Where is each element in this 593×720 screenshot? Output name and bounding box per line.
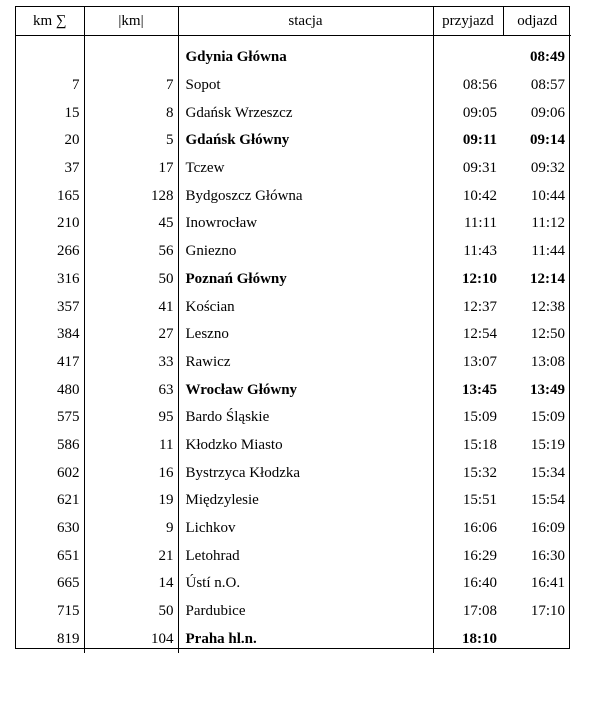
arrival-cell: 11:43 — [463, 243, 497, 260]
km-section-cell: 5 — [84, 127, 178, 155]
km-total-cell: 15 — [16, 99, 84, 127]
station-cell: Pardubice — [178, 598, 433, 626]
departure-cell: 12:50 — [530, 326, 565, 343]
km-total-cell: 417 — [16, 349, 84, 377]
km-section-cell: 27 — [84, 321, 178, 349]
arrival-cell: 12:10 — [462, 270, 497, 287]
km-total-cell: 819 — [16, 625, 84, 653]
table-row — [16, 570, 571, 598]
arrival-cell: 15:09 — [462, 409, 497, 426]
km-total-cell: 357 — [16, 293, 84, 321]
arrival-cell: 16:06 — [462, 520, 497, 537]
table-row — [16, 36, 571, 72]
km-section-cell: 128 — [84, 182, 178, 210]
departure-cell: 11:44 — [531, 243, 565, 260]
station-cell: Lichkov — [178, 515, 433, 543]
arrival-cell: 09:11 — [462, 132, 497, 149]
arrival-cell: 13:07 — [462, 353, 497, 370]
station-cell: Inowrocław — [178, 210, 433, 238]
km-total-cell: 384 — [16, 321, 84, 349]
km-section-cell: 95 — [84, 404, 178, 432]
header-station: stacja — [178, 7, 433, 36]
station-cell: Gniezno — [178, 238, 433, 266]
station-cell: Gdańsk Główny — [178, 127, 433, 155]
km-total-cell: 20 — [16, 127, 84, 155]
km-total-cell: 621 — [16, 487, 84, 515]
table-row — [16, 625, 571, 653]
km-total-cell: 715 — [16, 598, 84, 626]
km-section-cell: 33 — [84, 349, 178, 377]
station-cell: Poznań Główny — [178, 266, 433, 294]
km-section-cell — [84, 36, 178, 72]
station-cell: Praha hl.n. — [178, 625, 433, 653]
arrival-cell: 12:54 — [462, 326, 497, 343]
departure-cell: 16:30 — [530, 547, 565, 564]
arrival-cell: 12:37 — [462, 298, 497, 315]
departure-cell: 08:49 — [530, 49, 565, 66]
km-section-cell: 17 — [84, 155, 178, 183]
station-cell: Bystrzyca Kłodzka — [178, 459, 433, 487]
departure-cell: 09:06 — [530, 104, 565, 121]
station-cell: Wrocław Główny — [178, 376, 433, 404]
table-row — [16, 321, 571, 349]
table-row — [16, 432, 571, 460]
departure-cell: 13:49 — [530, 381, 565, 398]
arrival-cell: 17:08 — [462, 603, 497, 620]
arrival-cell: 08:56 — [462, 77, 497, 94]
km-total-cell — [16, 36, 84, 72]
header-departure: odjazd — [503, 7, 571, 36]
arrival-cell: 10:42 — [462, 187, 497, 204]
departure-cell: 12:14 — [530, 270, 565, 287]
table-row — [16, 598, 571, 626]
station-cell: Ústí n.O. — [178, 570, 433, 598]
departure-cell: 09:32 — [530, 160, 565, 177]
km-total-cell: 37 — [16, 155, 84, 183]
header-km-section: |km| — [84, 7, 178, 36]
table-row — [16, 72, 571, 100]
km-total-cell: 651 — [16, 542, 84, 570]
station-cell: Sopot — [178, 72, 433, 100]
table-row — [16, 349, 571, 377]
station-cell: Letohrad — [178, 542, 433, 570]
header-arrival: przyjazd — [433, 7, 503, 36]
km-section-cell: 8 — [84, 99, 178, 127]
arrival-cell: 09:05 — [462, 104, 497, 121]
timetable-table — [16, 7, 571, 653]
table-row — [16, 542, 571, 570]
station-cell: Bydgoszcz Główna — [178, 182, 433, 210]
timetable — [15, 6, 570, 649]
km-total-cell: 602 — [16, 459, 84, 487]
arrival-cell: 15:51 — [462, 492, 497, 509]
departure-cell: 10:44 — [530, 187, 565, 204]
station-cell: Rawicz — [178, 349, 433, 377]
timetable-body — [16, 36, 571, 654]
arrival-cell: 13:45 — [462, 381, 497, 398]
departure-cell: 12:38 — [530, 298, 565, 315]
departure-cell: 17:10 — [530, 603, 565, 620]
km-total-cell: 7 — [16, 72, 84, 100]
departure-cell: 13:08 — [530, 353, 565, 370]
km-section-cell: 21 — [84, 542, 178, 570]
station-cell: Kościan — [178, 293, 433, 321]
km-section-cell: 63 — [84, 376, 178, 404]
km-total-cell: 586 — [16, 432, 84, 460]
km-section-cell: 9 — [84, 515, 178, 543]
km-section-cell: 7 — [84, 72, 178, 100]
km-section-cell: 19 — [84, 487, 178, 515]
table-row — [16, 155, 571, 183]
departure-cell: 15:54 — [530, 492, 565, 509]
arrival-cell — [433, 36, 503, 72]
departure-cell: 16:09 — [530, 520, 565, 537]
table-row — [16, 182, 571, 210]
arrival-cell: 11:11 — [463, 215, 497, 232]
station-cell: Bardo Śląskie — [178, 404, 433, 432]
station-cell: Gdańsk Wrzeszcz — [178, 99, 433, 127]
station-cell: Tczew — [178, 155, 433, 183]
km-section-cell: 11 — [84, 432, 178, 460]
header-row — [16, 7, 571, 36]
header-km-total: km ∑ — [16, 7, 84, 36]
departure-cell: 15:34 — [530, 464, 565, 481]
station-cell: Leszno — [178, 321, 433, 349]
arrival-cell: 15:18 — [462, 436, 497, 453]
km-section-cell: 16 — [84, 459, 178, 487]
departure-cell — [503, 625, 571, 653]
departure-cell: 09:14 — [530, 132, 565, 149]
departure-cell: 11:12 — [531, 215, 565, 232]
km-total-cell: 665 — [16, 570, 84, 598]
table-row — [16, 487, 571, 515]
km-section-cell: 14 — [84, 570, 178, 598]
km-total-cell: 210 — [16, 210, 84, 238]
table-row — [16, 210, 571, 238]
table-row — [16, 99, 571, 127]
km-section-cell: 56 — [84, 238, 178, 266]
departure-cell: 08:57 — [530, 77, 565, 94]
departure-cell: 15:19 — [530, 436, 565, 453]
station-cell: Międzylesie — [178, 487, 433, 515]
arrival-cell: 16:29 — [462, 547, 497, 564]
km-section-cell: 50 — [84, 266, 178, 294]
table-row — [16, 459, 571, 487]
station-cell: Gdynia Główna — [178, 36, 433, 72]
table-row — [16, 266, 571, 294]
departure-cell: 16:41 — [530, 575, 565, 592]
km-section-cell: 41 — [84, 293, 178, 321]
arrival-cell: 18:10 — [462, 630, 497, 647]
table-row — [16, 238, 571, 266]
table-row — [16, 127, 571, 155]
km-total-cell: 480 — [16, 376, 84, 404]
table-row — [16, 293, 571, 321]
arrival-cell: 09:31 — [462, 160, 497, 177]
station-cell: Kłodzko Miasto — [178, 432, 433, 460]
arrival-cell: 16:40 — [462, 575, 497, 592]
km-total-cell: 266 — [16, 238, 84, 266]
table-row — [16, 376, 571, 404]
departure-cell: 15:09 — [530, 409, 565, 426]
km-total-cell: 165 — [16, 182, 84, 210]
table-row — [16, 404, 571, 432]
table-row — [16, 515, 571, 543]
km-total-cell: 630 — [16, 515, 84, 543]
km-section-cell: 50 — [84, 598, 178, 626]
km-section-cell: 45 — [84, 210, 178, 238]
km-total-cell: 316 — [16, 266, 84, 294]
km-total-cell: 575 — [16, 404, 84, 432]
km-section-cell: 104 — [84, 625, 178, 653]
arrival-cell: 15:32 — [462, 464, 497, 481]
